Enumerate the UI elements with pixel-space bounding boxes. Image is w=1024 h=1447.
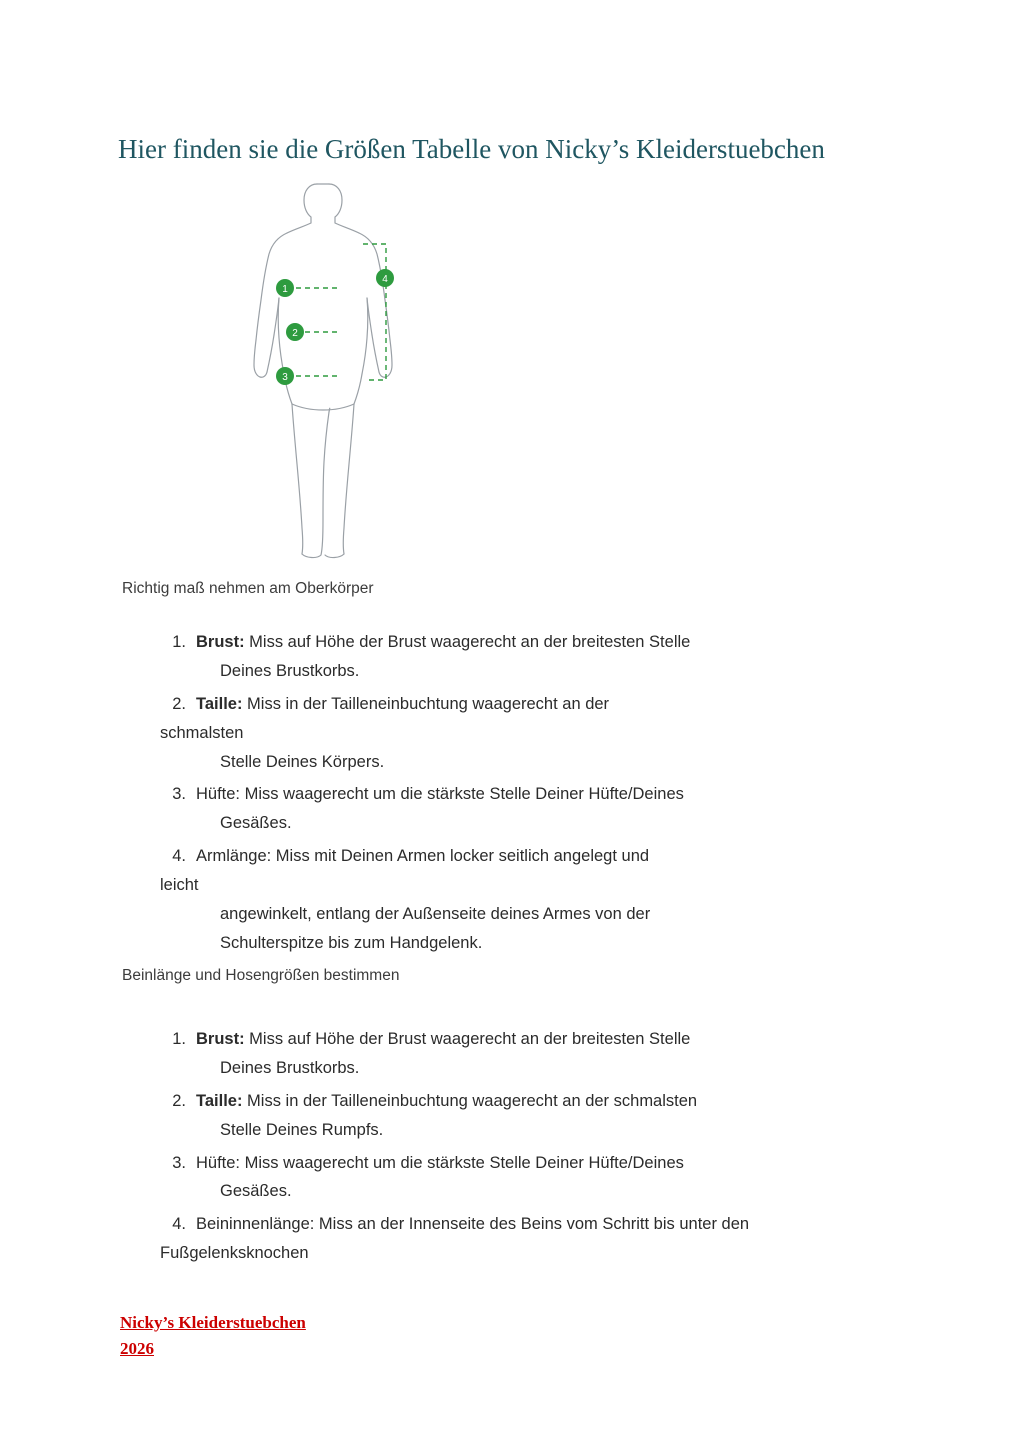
list-item-body bbox=[196, 628, 920, 686]
list-item-cont-flush: schmalsten bbox=[160, 723, 244, 742]
list-item-text: Miss in der Tailleneinbuchtung waagerecht an der schmalsten bbox=[242, 1091, 698, 1110]
list-item bbox=[160, 1025, 920, 1083]
list-item-body bbox=[196, 1149, 920, 1207]
section-2-list bbox=[160, 1025, 920, 1272]
list-item-number: 2. bbox=[172, 1091, 186, 1110]
list-item-body bbox=[196, 1087, 920, 1145]
list-item-cont-flush: Fußgelenksknochen bbox=[160, 1244, 309, 1263]
svg-text:2: 2 bbox=[292, 328, 298, 339]
list-item-cont-flush: leicht bbox=[160, 876, 199, 894]
section-1-list bbox=[160, 628, 920, 962]
list-item bbox=[160, 1149, 920, 1207]
svg-text:3: 3 bbox=[282, 372, 288, 383]
list-item bbox=[160, 842, 920, 958]
measure-line-arm bbox=[363, 244, 386, 380]
list-item-body bbox=[160, 1210, 920, 1268]
list-item bbox=[160, 1087, 920, 1145]
list-item-cont: Gesäßes. bbox=[220, 1182, 292, 1201]
list-item-lead: Taille: bbox=[196, 1091, 243, 1110]
svg-text:4: 4 bbox=[382, 274, 388, 285]
footer-line-1: Nicky’s Kleiderstuebchen bbox=[120, 1313, 306, 1332]
list-item-cont: Deines Brustkorbs. bbox=[220, 1058, 360, 1077]
list-item-text: Miss auf Höhe der Brust waagerecht an der breitesten Stelle bbox=[244, 633, 691, 651]
list-item-lead: Brust: bbox=[196, 633, 245, 651]
list-item-body bbox=[160, 842, 920, 958]
list-item-number: 3. bbox=[172, 785, 186, 804]
list-item-text: Beininnenlänge: Miss an der Innenseite des Beins vom Schritt bis unter den bbox=[196, 1215, 750, 1234]
footer-line-2: 2026 bbox=[120, 1338, 154, 1358]
list-item-text: Miss auf Höhe der Brust waagerecht an der breitesten Stelle bbox=[244, 1030, 691, 1048]
list-item-number: 4. bbox=[172, 847, 186, 866]
list-item-number: 1. bbox=[172, 633, 186, 651]
list-item bbox=[160, 628, 920, 686]
footer bbox=[120, 1310, 306, 1361]
list-item bbox=[160, 1210, 920, 1268]
list-item-lead: Taille: bbox=[196, 694, 243, 713]
list-item-cont: Stelle Deines Rumpfs. bbox=[220, 1120, 384, 1139]
list-item-body bbox=[160, 690, 920, 777]
svg-text:1: 1 bbox=[282, 284, 288, 295]
list-item bbox=[160, 690, 920, 777]
list-item-lead: Brust: bbox=[196, 1030, 245, 1048]
list-item-number: 3. bbox=[172, 1153, 186, 1172]
list-item-number: 2. bbox=[172, 694, 186, 713]
measure-markers bbox=[276, 269, 394, 385]
section-2-caption: Beinlänge und Hosengrößen bestimmen bbox=[122, 967, 400, 984]
list-item-text: Armlänge: Miss mit Deinen Armen locker seitlich angelegt und bbox=[196, 847, 650, 866]
list-item-number: 4. bbox=[172, 1215, 186, 1234]
list-item-text: Miss in der Tailleneinbuchtung waagerecht an der bbox=[242, 694, 610, 713]
list-item-cont-2: Schulterspitze bis zum Handgelenk. bbox=[220, 933, 483, 952]
list-item-text: Hüfte: Miss waagerecht um die stärkste Stelle Deiner Hüfte/Deines bbox=[196, 1153, 684, 1172]
list-item-text: Hüfte: Miss waagerecht um die stärkste Stelle Deiner Hüfte/Deines bbox=[196, 785, 684, 804]
list-item-cont: Stelle Deines Körpers. bbox=[220, 752, 385, 771]
body-measurement-figure bbox=[245, 180, 420, 570]
list-item-cont: Deines Brustkorbs. bbox=[220, 661, 360, 680]
list-item-cont: angewinkelt, entlang der Außenseite deines Armes von der bbox=[220, 904, 651, 923]
section-1-caption: Richtig maß nehmen am Oberkörper bbox=[122, 580, 374, 597]
list-item-body bbox=[196, 780, 920, 838]
list-item-number: 1. bbox=[172, 1030, 186, 1048]
list-item-body bbox=[196, 1025, 920, 1083]
list-item bbox=[160, 780, 920, 838]
list-item-cont: Gesäßes. bbox=[220, 814, 292, 833]
page-title: Hier finden sie die Größen Tabelle von Nicky’s Kleiderstuebchen bbox=[118, 134, 825, 164]
